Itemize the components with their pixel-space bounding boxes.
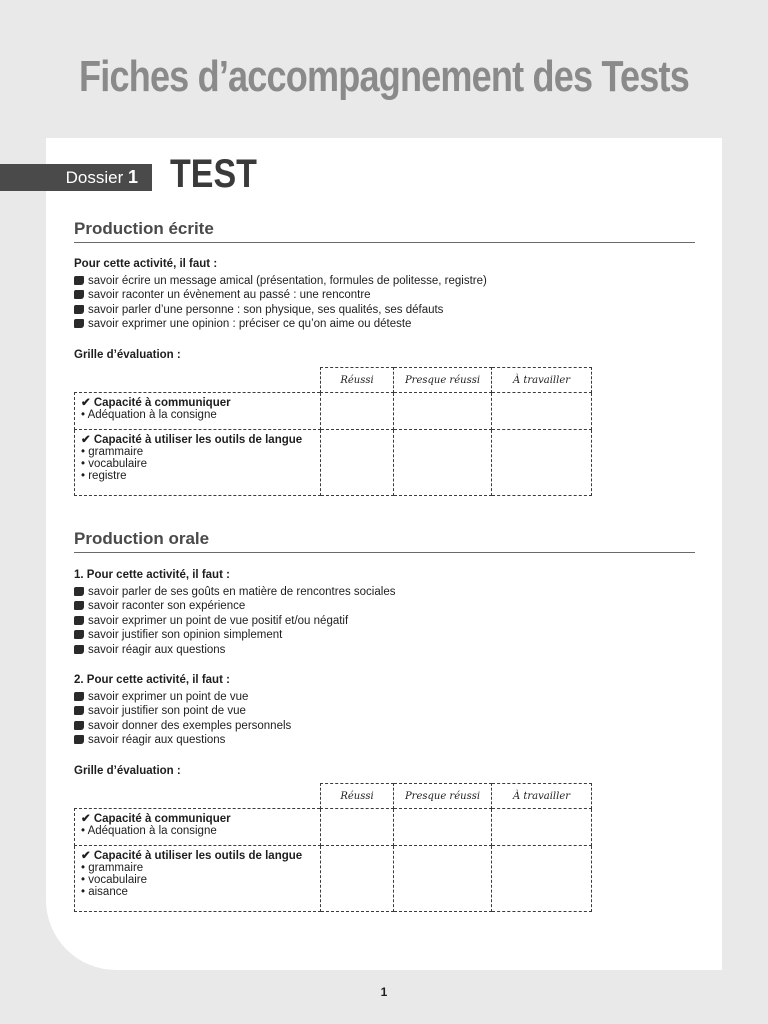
bullet-icon: [74, 290, 84, 299]
list-item: savoir réagir aux questions: [74, 643, 714, 658]
page-title: Fiches d’accompagnement des Tests: [79, 52, 689, 101]
grid-header-a-travailler: À travailler: [492, 368, 592, 393]
grid-header-reussi: Réussi: [321, 368, 394, 393]
orale-part1-instructions: [74, 568, 714, 658]
orale-grid-label: Grille d’évaluation :: [74, 765, 181, 777]
grid-header-a-travailler: À travailler: [492, 784, 592, 809]
orale-part2-intro: 2. Pour cette activité, il faut :: [74, 674, 230, 686]
list-item: savoir raconter son expérience: [74, 599, 714, 614]
page-number: 1: [380, 985, 388, 999]
section-title-production-orale: Production orale: [74, 529, 695, 553]
ecrite-evaluation-grid: [74, 367, 592, 496]
bullet-icon: [74, 616, 84, 625]
bullet-icon: [74, 601, 84, 610]
bullet-icon: [74, 630, 84, 639]
grid-header-presque-reussi: Presque réussi: [394, 784, 492, 809]
list-item: savoir parler d’une personne : son physique, ses qualités, ses défauts: [74, 303, 714, 318]
dossier-number: 1: [127, 167, 138, 187]
grid-criterion-cell: ✔ Capacité à utiliser les outils de langue • grammaire • vocabulaire • aisance: [75, 846, 321, 912]
grid-corner: [75, 784, 321, 809]
grid-criterion-cell: ✔ Capacité à communiquer • Adéquation à la consigne: [75, 809, 321, 846]
list-item: savoir parler de ses goûts en matière de rencontres sociales: [74, 585, 714, 600]
bullet-icon: [74, 735, 84, 744]
list-item: savoir raconter un évènement au passé : une rencontre: [74, 288, 714, 303]
grid-header-presque-reussi: Presque réussi: [394, 368, 492, 393]
ecrite-intro: Pour cette activité, il faut :: [74, 258, 218, 270]
bullet-icon: [74, 721, 84, 730]
grid-cell[interactable]: [394, 430, 492, 496]
grid-cell[interactable]: [394, 846, 492, 912]
bullet-icon: [74, 276, 84, 285]
grid-cell[interactable]: [321, 393, 394, 430]
bullet-icon: [74, 305, 84, 314]
grid-cell[interactable]: [492, 393, 592, 430]
list-item: savoir justifier son opinion simplement: [74, 628, 714, 643]
section-title-production-ecrite: Production écrite: [74, 219, 695, 243]
grid-cell[interactable]: [321, 430, 394, 496]
orale-part2-instructions: [74, 673, 714, 748]
grid-cell[interactable]: [394, 809, 492, 846]
bullet-icon: [74, 692, 84, 701]
grid-header-reussi: Réussi: [321, 784, 394, 809]
dossier-text: Dossier: [65, 168, 124, 187]
list-item: savoir écrire un message amical (présentation, formules de politesse, registre): [74, 274, 714, 289]
grid-cell[interactable]: [321, 846, 394, 912]
grid-criterion-cell: ✔ Capacité à utiliser les outils de langue • grammaire • vocabulaire • registre: [75, 430, 321, 496]
grid-cell[interactable]: [492, 809, 592, 846]
grid-cell[interactable]: [492, 430, 592, 496]
orale-evaluation-grid: [74, 783, 592, 912]
grid-criterion-cell: ✔ Capacité à communiquer • Adéquation à la consigne: [75, 393, 321, 430]
dossier-label: [0, 164, 152, 191]
list-item: savoir donner des exemples personnels: [74, 719, 714, 734]
list-item: savoir exprimer une opinion : préciser ce qu’on aime ou déteste: [74, 317, 714, 332]
bullet-icon: [74, 645, 84, 654]
grid-cell[interactable]: [394, 393, 492, 430]
ecrite-grid-label: Grille d’évaluation :: [74, 349, 181, 361]
bullet-icon: [74, 706, 84, 715]
list-item: savoir réagir aux questions: [74, 733, 714, 748]
grid-corner: [75, 368, 321, 393]
list-item: savoir justifier son point de vue: [74, 704, 714, 719]
bullet-icon: [74, 587, 84, 596]
list-item: savoir exprimer un point de vue positif et/ou négatif: [74, 614, 714, 629]
test-heading: TEST: [170, 152, 257, 196]
ecrite-instructions: [74, 257, 714, 332]
orale-part1-intro: 1. Pour cette activité, il faut :: [74, 569, 230, 581]
grid-cell[interactable]: [492, 846, 592, 912]
grid-cell[interactable]: [321, 809, 394, 846]
list-item: savoir exprimer un point de vue: [74, 690, 714, 705]
bullet-icon: [74, 319, 84, 328]
